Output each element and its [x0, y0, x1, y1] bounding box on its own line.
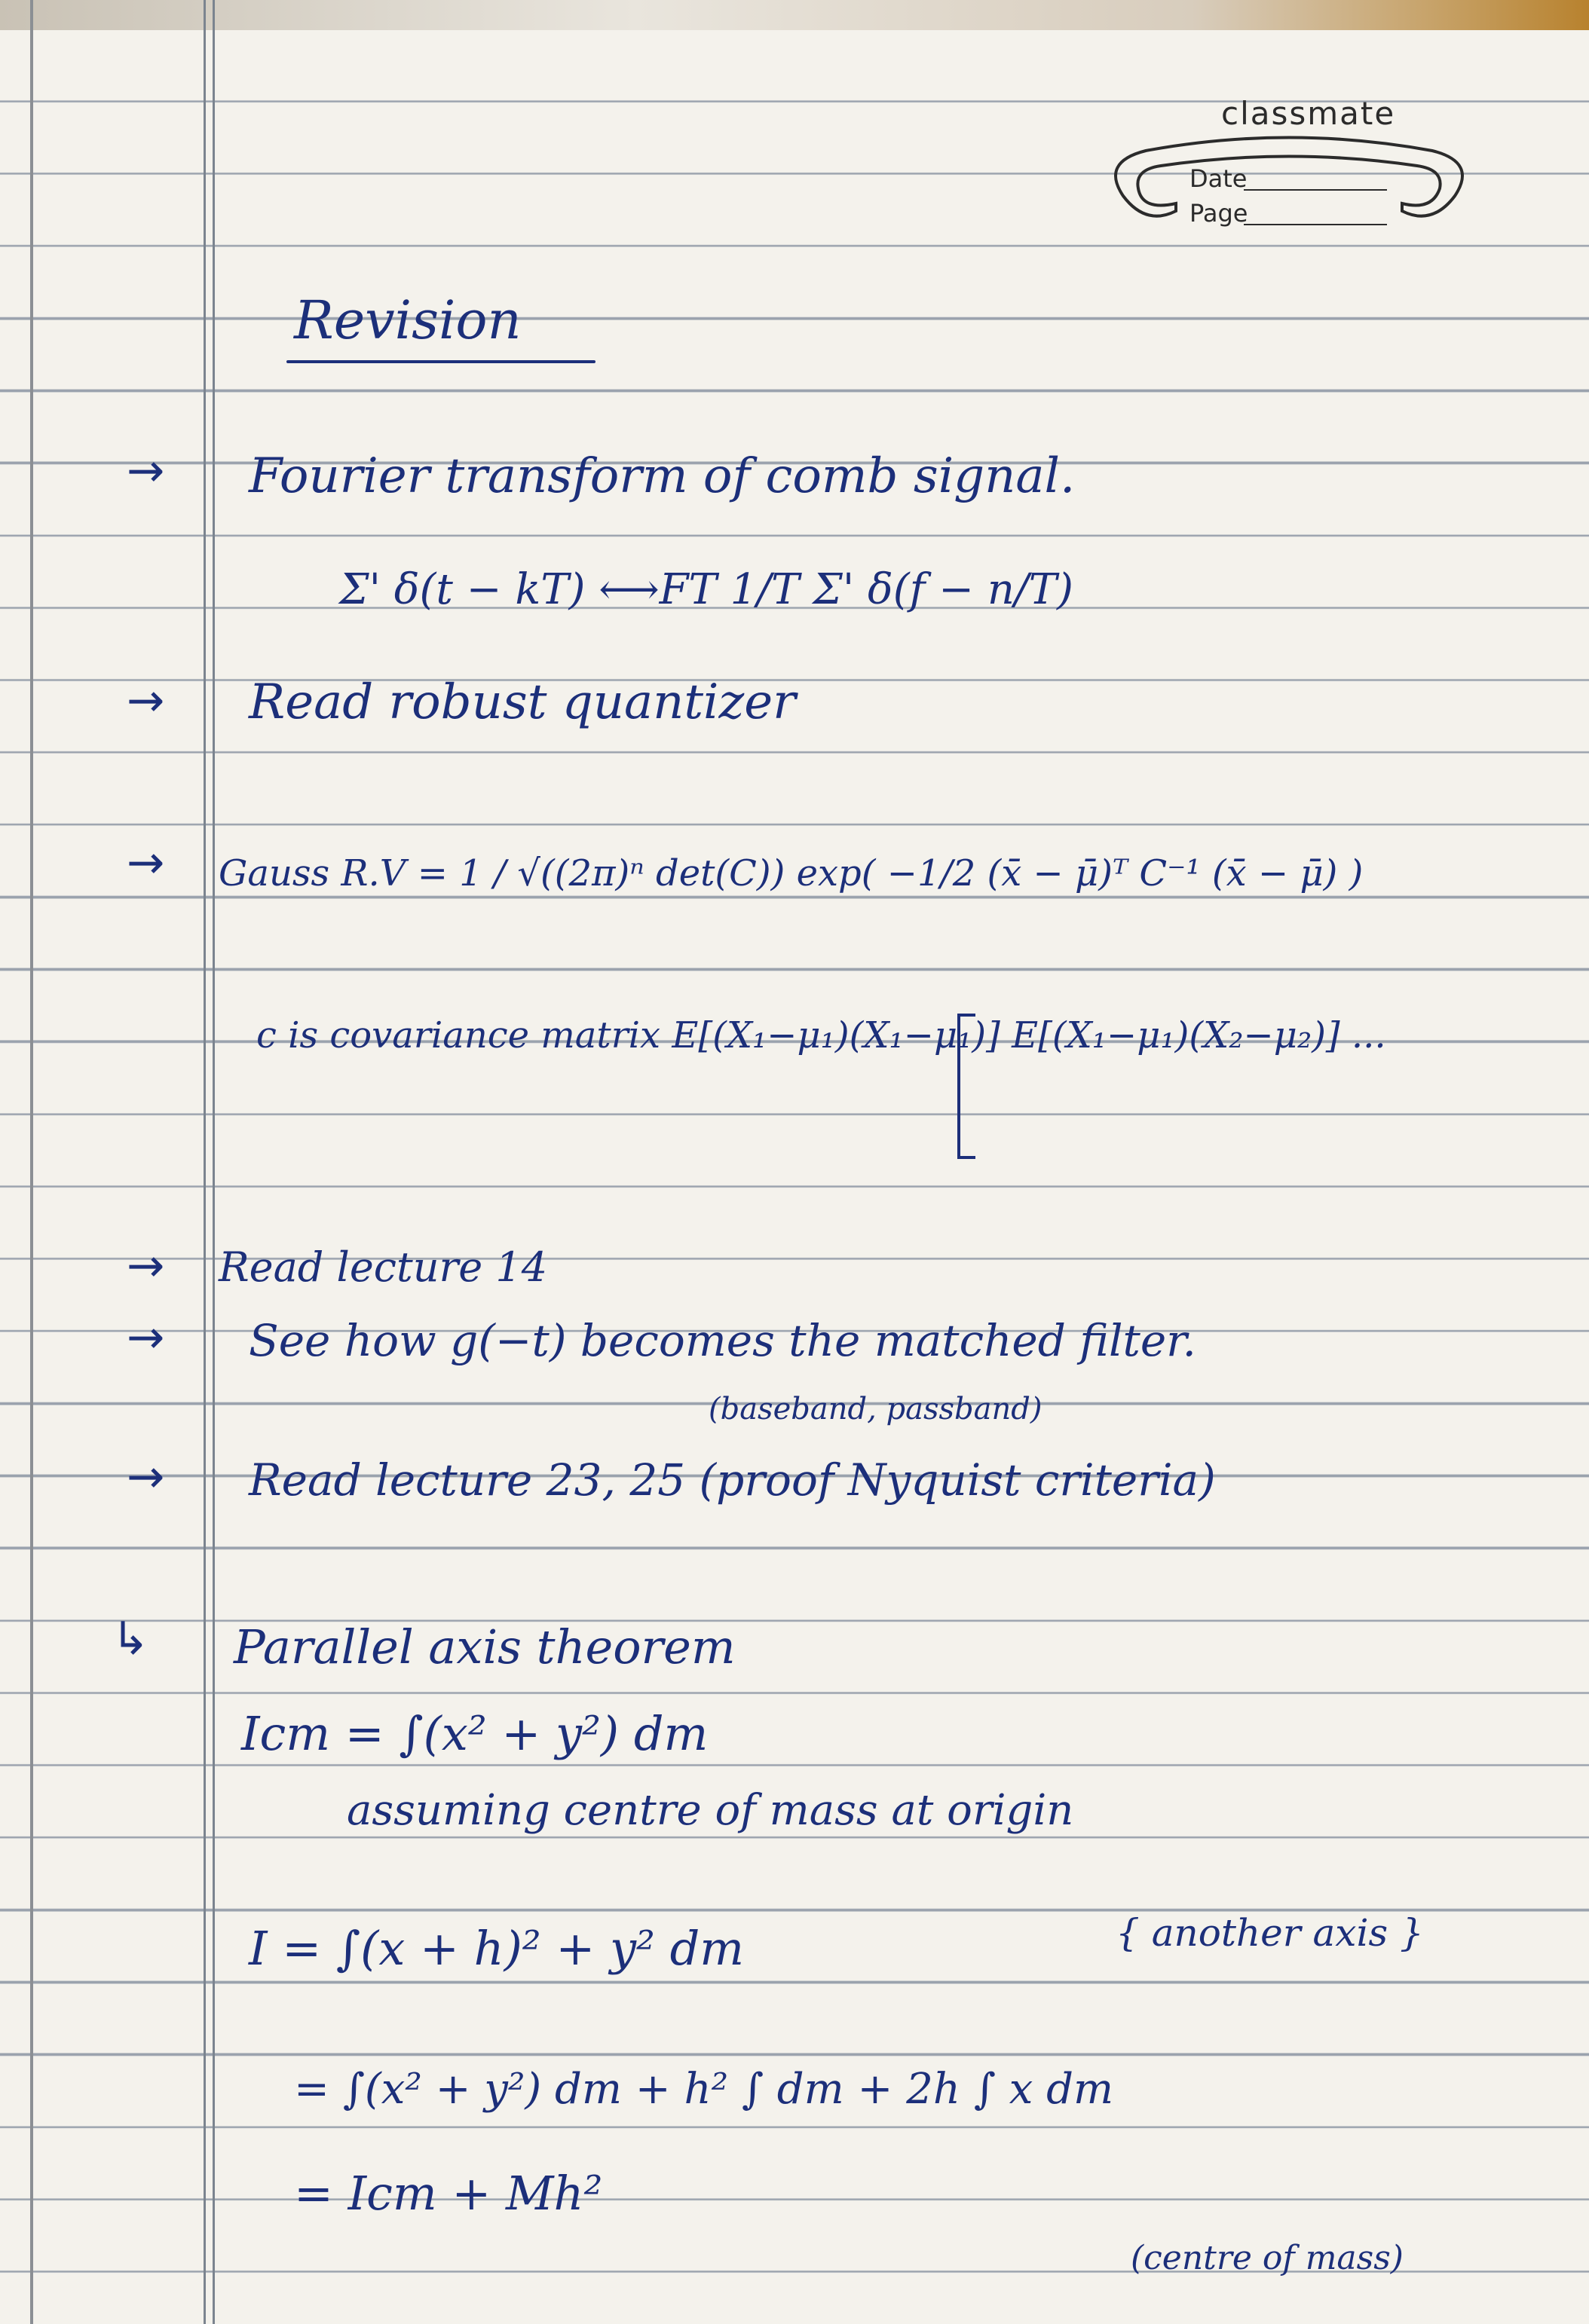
- margin-line: [213, 0, 215, 2324]
- note-line: Read lecture 14: [219, 1243, 548, 1291]
- note-line: assuming centre of mass at origin: [347, 1786, 1074, 1835]
- bullet-arrow-icon: →: [127, 1240, 165, 1292]
- page-title: Revision: [294, 289, 522, 351]
- date-page-banner: [1101, 128, 1477, 241]
- note-equation: = Icm + Mh²: [294, 2166, 603, 2221]
- note-line: Read lecture 23, 25 (proof Nyquist criteria): [249, 1454, 1216, 1506]
- bullet-arrow-icon: →: [127, 674, 165, 727]
- brand-logo: classmate: [1221, 95, 1396, 132]
- bullet-arrow-icon: →: [127, 836, 165, 889]
- note-equation: I = ∫(x + h)² + y² dm: [249, 1921, 745, 1976]
- margin-line: [204, 0, 206, 2324]
- note-annotation: (baseband, passband): [709, 1392, 1042, 1427]
- note-equation: Σ' δ(t − kT) ⟷FT 1/T Σ' δ(f − n/T): [339, 565, 1073, 614]
- date-label: Date: [1189, 164, 1248, 193]
- matrix-bracket: [957, 1014, 975, 1159]
- bullet-arrow-icon: →: [127, 1451, 165, 1503]
- title-underline: [286, 360, 595, 363]
- bullet-arrow-icon: →: [127, 445, 165, 497]
- note-heading: Parallel axis theorem: [234, 1619, 736, 1674]
- page-top-shadow: [0, 0, 1589, 30]
- note-line: c is covariance matrix E[(X₁−μ₁)(X₁−μ₁)] E[(X₁−μ₁)(X₂−μ₂)] ...: [256, 1014, 1386, 1057]
- note-annotation: (centre of mass): [1131, 2239, 1404, 2277]
- note-line: Fourier transform of comb signal.: [249, 448, 1076, 504]
- bullet-return-arrow-icon: ↳: [112, 1613, 150, 1665]
- bullet-arrow-icon: →: [127, 1311, 165, 1364]
- note-equation: Gauss R.V = 1 / √((2π)ⁿ det(C)) exp( −1/2 (x̄ − μ̄)ᵀ C⁻¹ (x̄ − μ̄) ): [219, 852, 1364, 894]
- page-label: Page: [1189, 199, 1248, 228]
- note-equation: = ∫(x² + y²) dm + h² ∫ dm + 2h ∫ x dm: [294, 2065, 1114, 2114]
- note-annotation: { another axis }: [1116, 1911, 1424, 1955]
- page-binding-edge: [30, 0, 33, 2324]
- note-line: See how g(−t) becomes the matched filter.: [249, 1315, 1196, 1366]
- note-equation: Icm = ∫(x² + y²) dm: [241, 1706, 709, 1761]
- note-line: Read robust quantizer: [249, 674, 796, 730]
- banner-scroll-icon: [1101, 128, 1477, 241]
